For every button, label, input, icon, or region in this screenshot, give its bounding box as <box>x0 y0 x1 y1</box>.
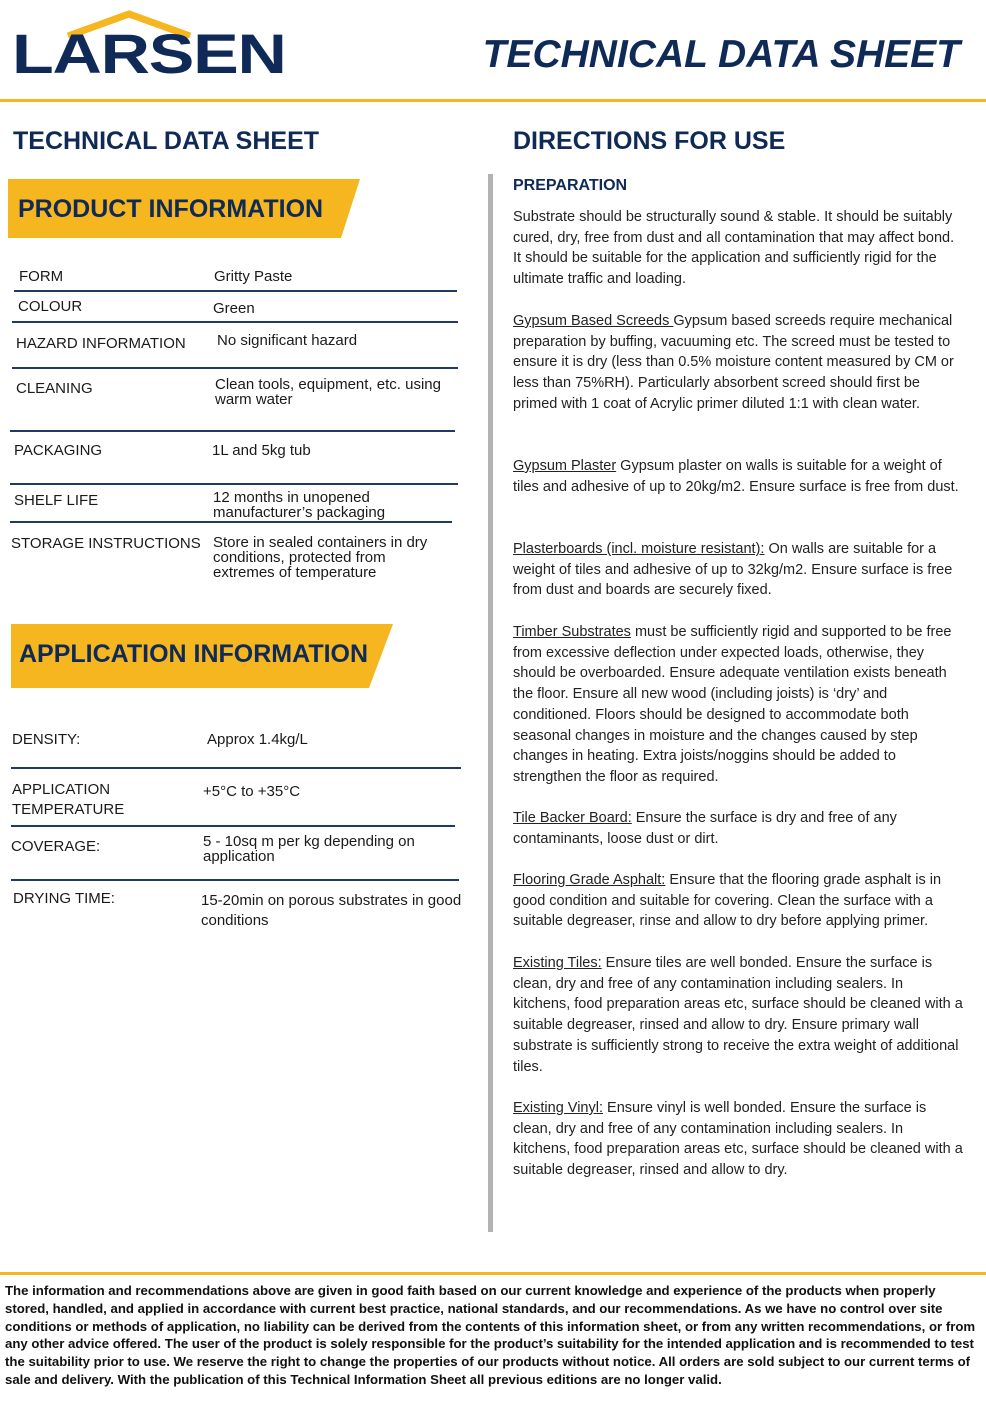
paragraph-text: Gypsum plaster on walls is suitable for a weight of tiles and adhesive of up to 20kg/m2. Ensure surface is free from dust. <box>513 458 959 495</box>
paragraph-text: Ensure tiles are well bonded. Ensure the surface is clean, dry and free of any contamination including sealers. In kitchens, food preparation areas etc, surface should be cleaned with a suitable degreaser, rinsed and allow to dry. Ensure primary wall substrate is sufficiently strong to receive the extra weight of additional tiles. <box>513 955 963 1075</box>
paragraph-existing-vinyl <box>513 1098 963 1181</box>
row-value-hazard: No significant hazard <box>217 332 358 349</box>
paragraph-text: must be sufficiently rigid and supported to be free from excessive deflection under expected loads, otherwise, they should be overboarded. Ensure adequate ventilation exists beneath the floor. Ensure all new wood (including joists) is ‘dry’ and conditioned. Floors should be designed to accommodate both seasonal changes in moisture and the changes caused by step changes in heating. Extra joists/noggins should be added to strengthen the floor as required. <box>513 624 952 785</box>
paragraph-lead: Gypsum Based Screeds <box>513 313 674 329</box>
paragraph-asphalt <box>513 870 963 932</box>
paragraph-existing-tiles <box>513 953 963 1077</box>
paragraph-text: Ensure vinyl is well bonded. Ensure the surface is clean, dry and free of any contamination including sealers. In kitchens, food preparation areas etc, surface should be cleaned with a suitable degreaser, rinsed and allow to dry. <box>513 1100 963 1179</box>
row-label-drying-time: DRYING TIME: <box>13 890 115 907</box>
row-divider <box>10 483 458 485</box>
paragraph-text: Substrate should be structurally sound & stable. It should be suitably cured, dry, free from dust and all contamination that may affect bond. It should be suitable for the application and sufficiently rigid for the ultimate traffic and loading. <box>513 209 955 288</box>
row-label-shelf-life: SHELF LIFE <box>14 492 99 509</box>
row-label-coverage: COVERAGE: <box>11 838 101 855</box>
row-label-form: FORM <box>19 268 64 285</box>
row-label-application-temperature: APPLICATION TEMPERATURE <box>12 781 125 818</box>
paragraph-lead: Gypsum Plaster <box>513 458 617 474</box>
row-value-density: Approx 1.4kg/L <box>207 731 308 748</box>
paragraph-lead: Existing Vinyl: <box>513 1100 603 1116</box>
paragraph-lead: Existing Tiles: <box>513 955 602 971</box>
footer-divider <box>0 1272 986 1275</box>
row-label-colour: COLOUR <box>18 298 83 315</box>
paragraph-text: Ensure that the flooring grade asphalt is in good condition and suitable for covering. Clean the surface with a suitable degreaser, rinse and allow to dry before applying primer. <box>513 872 942 930</box>
row-divider <box>11 879 459 881</box>
row-value-application-temperature: +5°C to +35°C <box>203 783 301 800</box>
paragraph-lead: Tile Backer Board: <box>513 810 632 826</box>
brand-logo: LARSEN <box>12 22 286 85</box>
document-title: TECHNICAL DATA SHEET <box>482 33 960 76</box>
paragraph-timber <box>513 622 963 788</box>
row-divider <box>11 767 461 769</box>
left-heading: TECHNICAL DATA SHEET <box>13 127 320 155</box>
paragraph-text: Gypsum based screeds require mechanical preparation by buffing, vacuuming etc. The screed must be tested to ensure it is dry (less than 0.5% moisture content measured by CM or less than 75%RH). Particularly absorbent screed should first be primed with 1 coat of Acrylic primer diluted 1:1 with clean water. <box>513 313 954 412</box>
paragraph-text: On walls are suitable for a weight of tiles and adhesive of up to 32kg/m2. Ensure surface is free from dust and boards are securely fixed. <box>513 541 953 599</box>
row-value-storage: Store in sealed containers in dry conditions, protected from extremes of temperature <box>213 534 428 581</box>
header-divider <box>0 99 986 102</box>
paragraph-plasterboards <box>513 539 963 601</box>
column-divider <box>488 174 493 1232</box>
paragraph-lead: Plasterboards (incl. moisture resistant): <box>513 541 765 557</box>
row-divider <box>10 521 452 523</box>
paragraph-tile-backer <box>513 808 963 849</box>
row-value-cleaning: Clean tools, equipment, etc. using warm water <box>215 376 441 408</box>
paragraph-substrate <box>513 207 963 290</box>
row-divider <box>12 321 458 323</box>
paragraph-lead: Flooring Grade Asphalt: <box>513 872 666 888</box>
row-value-drying-time: 15-20min on porous substrates in good conditions <box>201 892 462 929</box>
right-heading: DIRECTIONS FOR USE <box>513 127 786 155</box>
paragraph-gypsum-screeds <box>513 311 963 415</box>
preparation-heading: PREPARATION <box>513 177 628 194</box>
application-info-title: APPLICATION INFORMATION <box>19 640 369 668</box>
row-label-cleaning: CLEANING <box>16 380 93 397</box>
row-value-packaging: 1L and 5kg tub <box>212 442 311 459</box>
disclaimer-text: The information and recommendations above are given in good faith based on our current knowledge and experience of the products when properly stored, handled, and applied in accordance with current best practice, national standards, and our recommendations. As we have no control over site conditions or methods of application, no liability can be derived from the contents of this information sheet, or from any written recommendations, or from any other advice offered. The user of the product is solely responsible for the product’s suitability for the intended application and is recommended to test the suitability prior to use. We reserve the right to change the properties of our products without notice. All orders are sold subject to our current terms of sale and delivery. With the publication of this Technical Information Sheet all previous editions are no longer valid. <box>5 1283 976 1387</box>
row-label-storage: STORAGE INSTRUCTIONS <box>11 535 201 552</box>
product-info-title: PRODUCT INFORMATION <box>18 195 324 223</box>
row-divider <box>12 367 458 369</box>
row-divider <box>10 430 455 432</box>
row-value-coverage: 5 - 10sq m per kg depending on application <box>203 833 415 865</box>
row-value-colour: Green <box>213 300 255 317</box>
paragraph-text: Ensure the surface is dry and free of any contaminants, loose dust or dirt. <box>513 810 897 847</box>
row-label-hazard: HAZARD INFORMATION <box>16 335 186 352</box>
row-value-shelf-life: 12 months in unopened manufacturer’s packaging <box>213 489 386 521</box>
row-label-packaging: PACKAGING <box>14 442 103 459</box>
row-divider <box>11 825 455 827</box>
paragraph-gypsum-plaster <box>513 456 963 497</box>
row-divider <box>14 290 457 292</box>
row-value-form: Gritty Paste <box>214 268 293 285</box>
paragraph-lead: Timber Substrates <box>513 624 631 640</box>
row-label-density: DENSITY: <box>12 731 81 748</box>
